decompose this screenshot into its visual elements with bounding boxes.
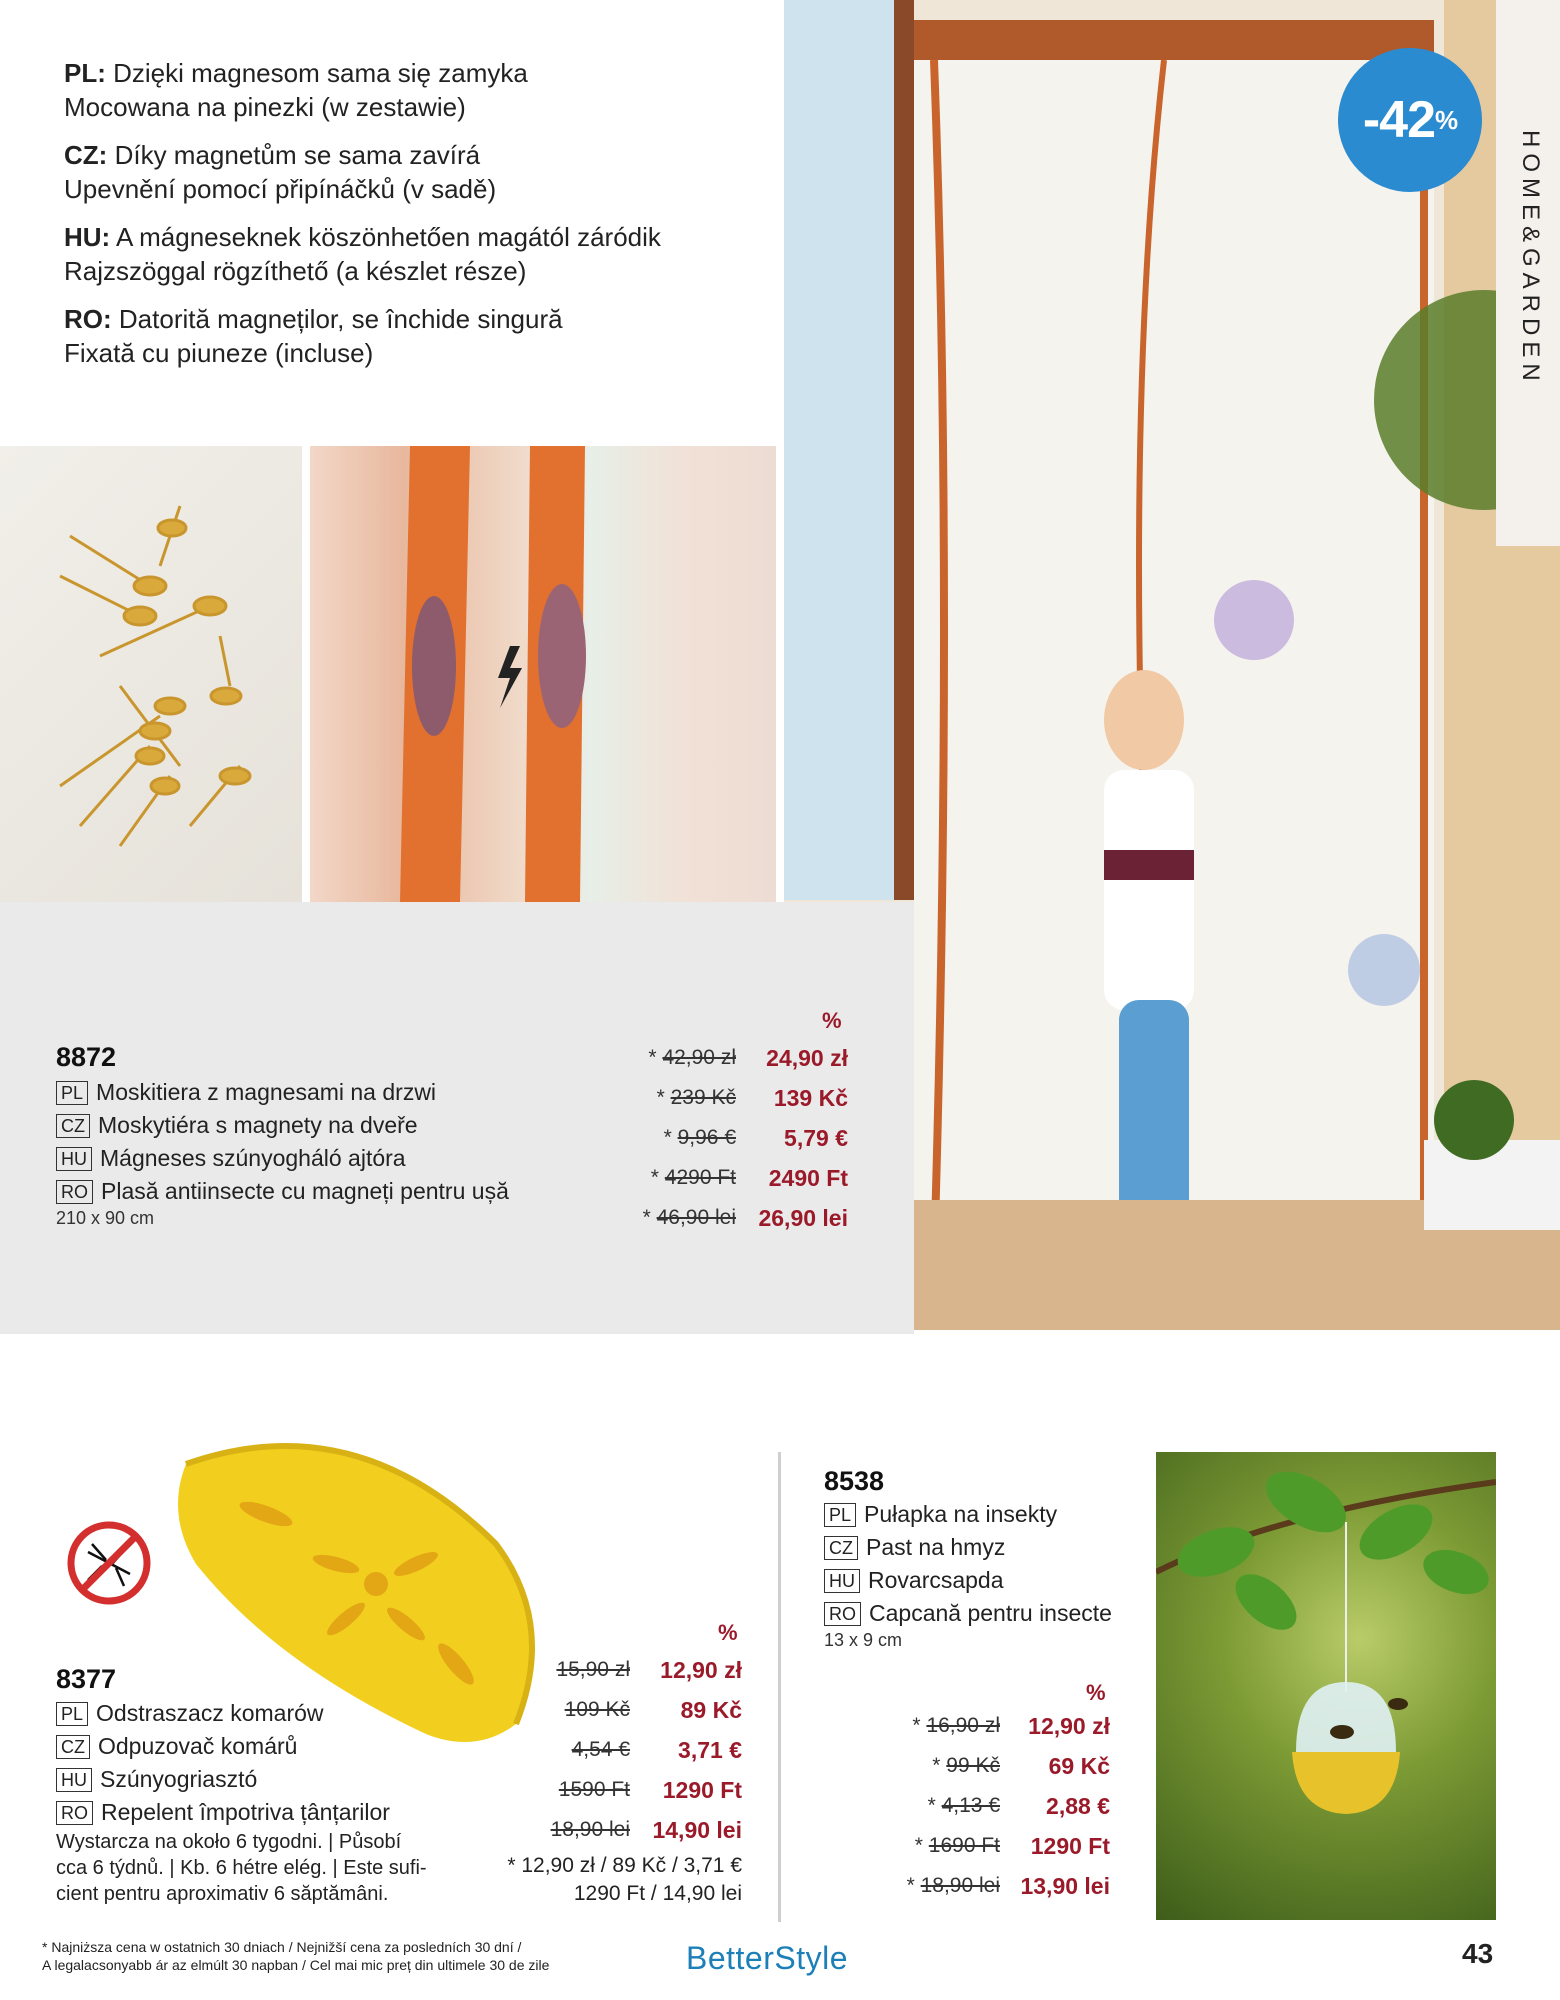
new-price: 5,79 €: [784, 1125, 848, 1151]
brand-logo: BetterStyle: [686, 1940, 849, 1976]
new-price: 13,90 lei: [1020, 1873, 1110, 1899]
new-prices-8872: [740, 1038, 848, 1238]
old-price: * 18,90 lei: [906, 1874, 1000, 1897]
feature-ro: RO: Datorită magneților, se închide singură Fixată cu piuneze (incluse): [64, 304, 563, 368]
discount-unit: %: [1435, 104, 1458, 135]
old-prices-8377: [530, 1650, 630, 1850]
old-price: * 99 Kč: [932, 1754, 1000, 1777]
insect-trap-photo: [1156, 1452, 1496, 1920]
new-price: 139 Kč: [773, 1085, 848, 1111]
page-number: 43: [1462, 1938, 1494, 1969]
new-price: 26,90 lei: [758, 1205, 848, 1231]
description-8377: Wystarcza na około 6 tygodni. | Působí cca 6 týdnů. | Kb. 6 hétre elég. | Este sufi- cient pentru aproximativ 6 săptămâni.: [56, 1831, 427, 1905]
old-price: * 9,96 €: [663, 1126, 736, 1149]
new-price: 1290 Ft: [1030, 1833, 1110, 1859]
old-price: * 4,13 €: [927, 1794, 1000, 1817]
magnet-strips-photo: [310, 446, 776, 902]
section-tab: [1496, 0, 1560, 546]
feature-cz: CZ: Díky magnetům se sama zavírá Upevnění pomocí připínáčků (v sadě): [64, 140, 497, 204]
feature-list: [64, 56, 764, 384]
name-row-hu: HU Rovarcsapda: [824, 1564, 1112, 1597]
lowest-price-footnote: * Najniższa cena w ostatnich 30 dniach / Nejnižší cena za posledních 30 dní / A legalacsonyabb ár az elmúlt 30 napban / Cel mai mic preț din ultimele 30 de zile: [42, 1939, 550, 1973]
new-price: 69 Kč: [1048, 1753, 1110, 1779]
no-mosquito-icon: [66, 1520, 152, 1606]
old-price: * 4290 Ft: [650, 1166, 736, 1189]
name-row-cz: CZ Past na hmyz: [824, 1531, 1112, 1564]
new-price: 12,90 zł: [1028, 1713, 1110, 1739]
old-price: * 239 Kč: [656, 1086, 736, 1109]
product-names-8377: [56, 1697, 427, 1907]
product-code-8377: 8377: [56, 1664, 117, 1694]
pct-8377: %: [718, 1620, 738, 1645]
old-prices-8538: [880, 1706, 1000, 1906]
feature-hu: HU: A mágneseknek köszönhetően magától záródik Rajzszöggal rögzíthető (a készlet része): [64, 222, 661, 286]
new-price: 1290 Ft: [662, 1777, 742, 1803]
old-price: * 42,90 zł: [648, 1046, 736, 1069]
new-price: 2490 Ft: [768, 1165, 848, 1191]
new-price: 24,90 zł: [766, 1045, 848, 1071]
name-row-hu: HU Szúnyogriasztó: [56, 1763, 427, 1796]
old-price: * 16,90 zł: [912, 1714, 1000, 1737]
old-price: 18,90 lei: [550, 1818, 630, 1841]
name-row-cz: CZ Moskytiéra s magnety na dveře: [56, 1109, 509, 1142]
product-code-8538: 8538: [824, 1466, 885, 1496]
pushpins-photo: [0, 446, 302, 902]
discount-badge: [1338, 48, 1482, 192]
pct-8872: %: [822, 1008, 842, 1033]
name-row-ro: RO Plasă antiinsecte cu magneți pentru ușă: [56, 1175, 509, 1208]
old-price: * 1690 Ft: [914, 1834, 1000, 1857]
section-tab-label: HOME&GARDEN: [1517, 130, 1544, 387]
name-row-hu: HU Mágneses szúnyogháló ajtóra: [56, 1142, 509, 1175]
old-price: 15,90 zł: [556, 1658, 630, 1681]
name-row-pl: PL Pułapka na insekty: [824, 1498, 1112, 1531]
old-price: 109 Kč: [564, 1698, 630, 1721]
new-price: 89 Kč: [680, 1697, 742, 1723]
new-prices-8377: [636, 1650, 742, 1850]
product-names-8538: [824, 1498, 1112, 1651]
old-price: 1590 Ft: [558, 1778, 630, 1801]
name-row-pl: PL Moskitiera z magnesami na drzwi: [56, 1076, 509, 1109]
new-price: 12,90 zł: [660, 1657, 742, 1683]
product-names-8872: [56, 1076, 509, 1229]
old-price: 4,54 €: [571, 1738, 630, 1761]
lightning-icon: [498, 646, 522, 708]
discount-value: -42: [1362, 91, 1436, 149]
old-prices-8872: [600, 1038, 736, 1238]
name-row-ro: RO Repelent împotriva țânțarilor: [56, 1796, 427, 1829]
lowest-price-note-8377: * 12,90 zł / 89 Kč / 3,71 € 1290 Ft / 14,90 lei: [507, 1854, 742, 1905]
new-price: 14,90 lei: [652, 1817, 742, 1843]
new-prices-8538: [1008, 1706, 1110, 1906]
column-divider: [778, 1452, 781, 1922]
feature-pl: PL: Dzięki magnesom sama się zamyka Mocowana na pinezki (w zestawie): [64, 58, 528, 122]
new-price: 2,88 €: [1046, 1793, 1110, 1819]
dims-8538: 13 x 9 cm: [824, 1630, 903, 1650]
dims-8872: 210 x 90 cm: [56, 1208, 155, 1228]
name-row-ro: RO Capcană pentru insecte: [824, 1597, 1112, 1630]
name-row-pl: PL Odstraszacz komarów: [56, 1697, 427, 1730]
name-row-cz: CZ Odpuzovač komárů: [56, 1730, 427, 1763]
new-price: 3,71 €: [678, 1737, 742, 1763]
old-price: * 46,90 lei: [642, 1206, 736, 1229]
pct-8538: %: [1086, 1680, 1106, 1705]
product-code-8872: 8872: [56, 1042, 117, 1072]
